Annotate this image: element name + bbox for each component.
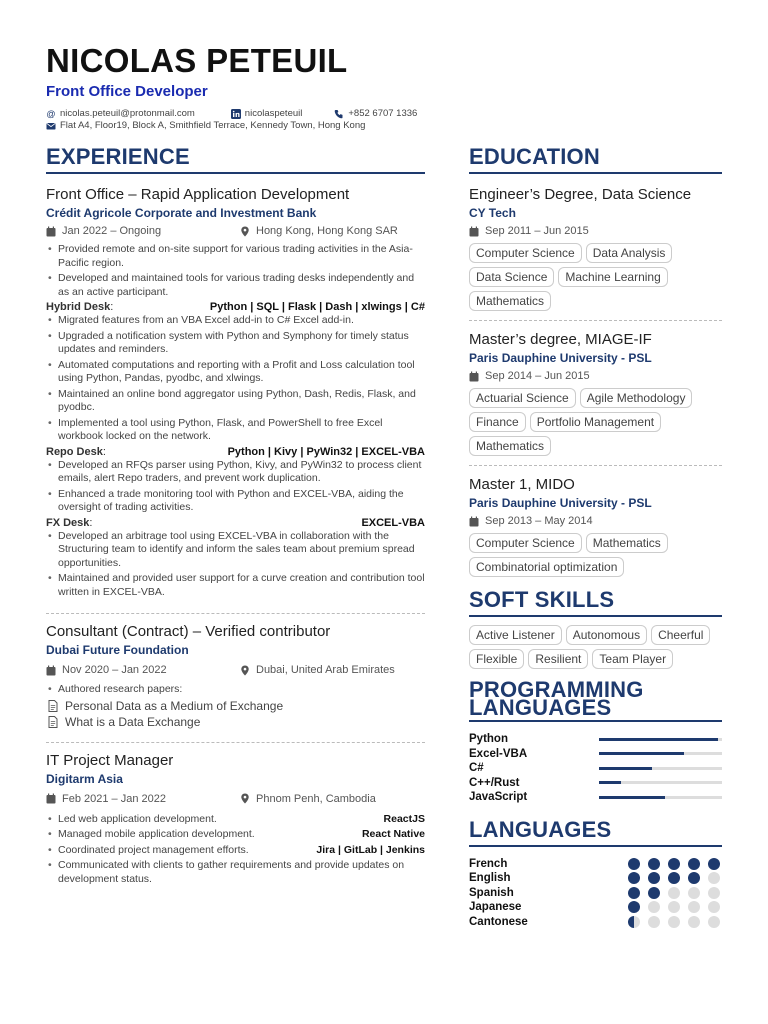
education-meta [469,225,722,237]
school: CY Tech [469,206,516,220]
job-bullets [46,243,425,299]
desk-label: Repo Desk [46,445,103,458]
job-dates: Jan 2022 – Ongoing [62,225,162,237]
item-text: • Managed mobile application development. [58,828,255,840]
list-item: • Authored research papers: [46,683,425,697]
desk-bullets [46,314,425,444]
soft-skills-tags [469,625,722,669]
job-location: Hong Kong, Hong Kong SAR [256,225,398,237]
level-dot [668,901,680,913]
right-column [469,146,722,929]
tag: Agile Methodology [580,388,693,408]
phone-number[interactable]: +852 6707 1336 [348,108,418,119]
list-item: • Developed an arbitrage tool using EXCEL-VBA in collaboration with the Structuring team to identify and inform the sales team about premium spread opportunities. [46,530,425,571]
job-entry [46,186,425,599]
level-dot [688,872,700,884]
degree: Engineer’s Degree, Data Science [469,186,692,203]
language-row [469,871,722,886]
level-dot [628,916,640,928]
paper-link[interactable] [46,715,425,729]
job-location: Dubai, United Arab Emirates [256,664,395,676]
tag: Active Listener [469,625,562,645]
job-role: Consultant (Contract) – Verified contributor [46,623,331,640]
job-meta [46,664,425,676]
list-item: • Maintained an online bond aggregator using Python, Dash, Redis, Flask, and pyodbc. [46,388,425,415]
tag: Finance [469,412,526,432]
desk-heading: Repo Desk: Python | Kivy | PyWin32 | EXCEL-VBA [46,445,425,458]
skill-bar [599,781,722,784]
language-level-dots [628,916,720,928]
skill-bar [599,796,722,799]
programming-heading-line-1: PROGRAMMING [469,677,644,702]
education-meta [469,515,722,527]
job-meta [46,225,425,237]
email-link[interactable]: nicolas.peteuil@protonmail.com [60,108,195,119]
education-heading: EDUCATION [469,146,722,174]
calendar-icon [469,516,479,527]
job-location: Phnom Penh, Cambodia [256,792,376,805]
candidate-name: NICOLAS PETEUIL [46,42,348,79]
tag: Cheerful [651,625,710,645]
paper-title: Personal Data as a Medium of Exchange [65,698,284,713]
language-row [469,900,722,915]
tag: Actuarial Science [469,388,576,408]
languages-heading: LANGUAGES [469,819,722,847]
item-text: • Coordinated project management efforts. [58,843,249,856]
tag: Resilient [528,649,588,669]
tag: Team Player [592,649,673,669]
paper-link[interactable] [46,699,425,713]
skill-bar-fill [599,767,652,770]
programming-heading-line-2: LANGUAGES [469,694,612,720]
level-dot [668,916,680,928]
calendar-icon [46,665,56,676]
language-row [469,857,722,872]
skill-bar [599,767,722,770]
level-dot [688,916,700,928]
item-tech: ReactJS [383,812,425,825]
experience-heading: EXPERIENCE [46,146,425,174]
location-pin-icon [240,665,250,676]
skill-row [469,776,722,791]
list-item: • Developed an RFQs parser using Python, Kivy, and PyWin32 to process client emails, alert Repo traders, and prevent work duplication. [46,459,425,486]
skill-row [469,747,722,762]
language-level-dots [628,872,720,884]
document-icon [48,716,58,728]
tag: Portfolio Management [530,412,661,432]
level-dot [688,858,700,870]
list-item: • Provided remote and on-site support for various trading activities in the Asia-Pacific region. [46,243,425,270]
level-dot [648,916,660,928]
school: Paris Dauphine University - PSL [469,496,652,510]
contact-line-1 [46,108,417,119]
tag: Combinatorial optimization [469,557,624,577]
skill-bar-fill [599,781,621,784]
calendar-icon [46,793,56,804]
job-entry [46,623,425,729]
job-role: IT Project Manager [46,751,174,769]
desk-tech: EXCEL-VBA [361,516,425,529]
tag-list [469,388,722,456]
level-dot [628,858,640,870]
list-item [46,828,425,842]
divider [469,320,722,321]
list-item: • Migrated features from an VBA Excel add-in to C# Excel add-in. [46,314,425,328]
calendar-icon [46,226,56,237]
contact-line-2 [46,120,365,131]
skill-bar [599,738,722,741]
desk-label: Hybrid Desk [46,301,111,313]
skill-bar-fill [599,738,718,741]
skill-name: C++/Rust [469,776,520,789]
job-bullets [46,813,425,887]
level-dot [708,901,720,913]
language-name: French [469,857,508,870]
language-row [469,915,722,930]
level-dot [688,887,700,899]
job-organization: Dubai Future Foundation [46,643,189,657]
language-level-dots [628,887,720,899]
desk-bullets [46,459,425,515]
list-item: • Communicated with clients to gather requirements and provide updates on development status. [46,859,425,886]
level-dot [668,858,680,870]
desk-heading: FX Desk: EXCEL-VBA [46,516,425,529]
address: Flat A4, Floor19, Block A, Smithfield Terrace, Kennedy Town, Hong Kong [60,120,366,131]
tag: Computer Science [469,533,582,553]
level-dot [628,887,640,899]
level-dot [648,901,660,913]
job-entry [46,752,425,887]
level-dot [628,901,640,913]
level-dot [668,872,680,884]
list-item [46,813,425,827]
language-name: English [469,872,511,885]
list-item: • Implemented a tool using Python, Flask, and PowerShell to free Excel workbook locked on the network. [46,417,425,444]
job-bullets [46,683,425,697]
list-item: • Maintained and provided user support for a curve creation and contribution tool written in EXCEL-VBA. [46,572,425,599]
job-organization: Crédit Agricole Corporate and Investment Bank [46,206,317,220]
language-name: Japanese [469,901,522,914]
document-icon [48,700,58,712]
tag: Mathematics [586,533,668,553]
tag-list [469,533,722,577]
programming-skill-list [469,732,722,805]
candidate-title: Front Office Developer [46,83,208,100]
level-dot [708,872,720,884]
level-dot [708,916,720,928]
skill-row [469,761,722,776]
divider [46,613,425,614]
calendar-icon [469,371,479,382]
school: Paris Dauphine University - PSL [469,351,652,365]
level-dot [648,887,660,899]
item-text: • Led web application development. [58,812,217,825]
tag: Data Analysis [586,243,673,263]
skill-bar-fill [599,796,665,799]
soft-skills-heading: SOFT SKILLS [469,589,722,617]
level-dot [628,872,640,884]
language-name: Cantonese [469,915,528,928]
language-name: Spanish [469,886,514,899]
list-item: • Developed and maintained tools for various trading desks independently and as an active participant. [46,272,425,299]
desk-label: FX Desk [46,516,90,529]
location-pin-icon [240,226,250,237]
skill-row [469,732,722,747]
desk-heading: Hybrid Desk: Python | SQL | Flask | Dash | xlwings | C# [46,301,425,313]
at-icon: @ [46,108,56,119]
level-dot [708,858,720,870]
desk-tech: Python | Kivy | PyWin32 | EXCEL-VBA [227,445,425,458]
education-dates: Sep 2011 – Jun 2015 [485,225,589,237]
list-item: • Automated computations and reporting with a Profit and Loss calculation tool using Python, Pandas, pyodbc, and xlwings. [46,359,425,386]
education-entry [469,186,722,311]
programming-heading [469,677,722,722]
job-organization: Digitarm Asia [46,771,123,786]
level-dot [648,872,660,884]
envelope-icon [46,121,56,131]
list-item [46,844,425,858]
location-pin-icon [240,793,250,804]
tag: Data Science [469,267,554,287]
education-meta [469,370,722,382]
job-dates: Nov 2020 – Jan 2022 [62,664,167,676]
skill-name: Excel-VBA [469,747,528,760]
skill-name: Python [469,733,508,746]
education-entry [469,476,722,577]
tag: Mathematics [469,291,551,311]
tag: Mathematics [469,436,551,456]
list-item: • Upgraded a notification system with Python and Symphony for timely status updates and reminders. [46,330,425,357]
level-dot [708,887,720,899]
level-dot [668,887,680,899]
language-list [469,857,722,930]
education-entry [469,331,722,456]
paper-title: What is a Data Exchange [65,714,201,729]
tag: Machine Learning [558,267,667,287]
tag: Computer Science [469,243,582,263]
skill-bar-fill [599,752,684,755]
skill-bar [599,752,722,755]
tag: Flexible [469,649,524,669]
education-dates: Sep 2013 – May 2014 [485,515,593,527]
item-tech: Jira | GitLab | Jenkins [316,843,425,856]
item-tech: React Native [361,828,425,840]
linkedin-link[interactable]: nicolaspeteuil [244,108,303,119]
education-dates: Sep 2014 – Jun 2015 [485,370,590,382]
job-dates: Feb 2021 – Jan 2022 [62,792,166,805]
tag: Autonomous [566,625,647,645]
job-role: Front Office – Rapid Application Development [46,186,350,203]
skill-row [469,790,722,805]
language-level-dots [628,901,720,913]
language-level-dots [628,858,720,870]
language-row [469,886,722,901]
list-item: • Enhanced a trade monitoring tool with Python and EXCEL-VBA, aiding the oversight of trading activities. [46,488,425,515]
degree: Master 1, MIDO [469,476,575,493]
skill-name: C# [469,762,484,775]
desk-tech: Python | SQL | Flask | Dash | xlwings | C# [209,301,425,313]
divider [469,465,722,466]
degree: Master’s degree, MIAGE-IF [469,331,652,348]
phone-icon [334,109,344,119]
tag-list [469,243,722,311]
level-dot [648,858,660,870]
desk-bullets [46,530,425,600]
skill-name: JavaScript [469,791,528,804]
calendar-icon [469,226,479,237]
level-dot [688,901,700,913]
linkedin-icon [231,109,241,119]
left-column [46,146,425,886]
job-meta [46,793,425,805]
divider [46,742,425,743]
